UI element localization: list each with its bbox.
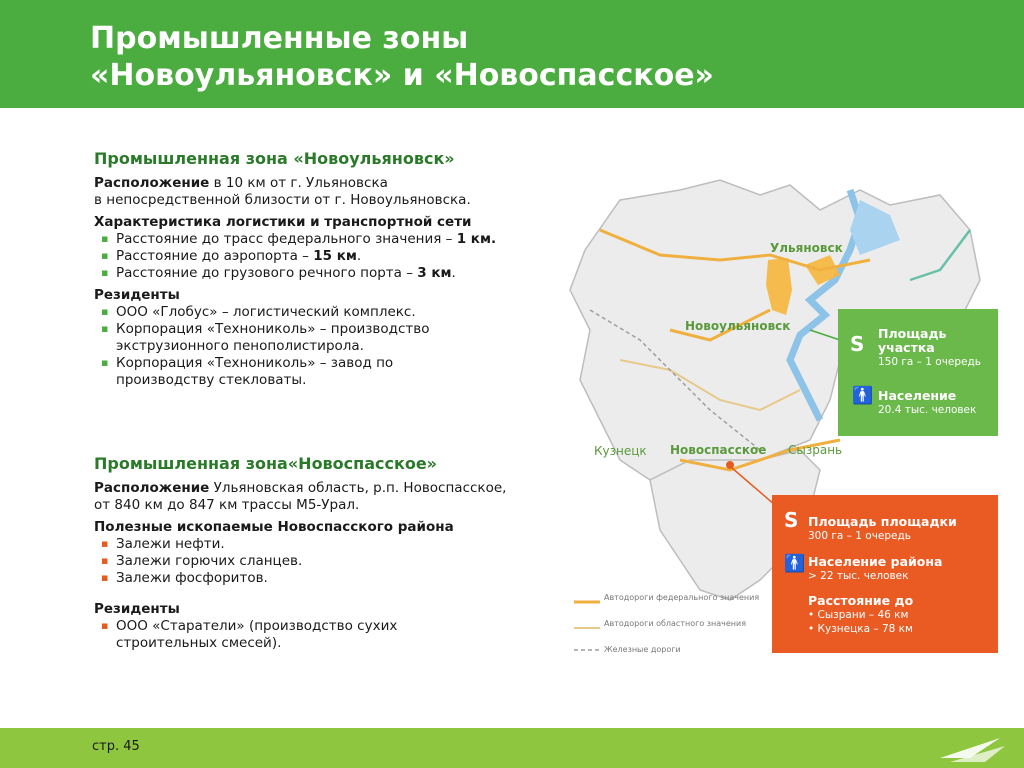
- page-title: [90, 20, 714, 94]
- logo-icon: [930, 734, 1010, 764]
- distance-label: Расстояние до: [808, 593, 914, 608]
- legend-rail: Железные дороги: [604, 645, 681, 654]
- map-label-novoulyanovsk: Новоульяновск: [685, 319, 791, 333]
- population-info: [878, 389, 976, 417]
- zone1-logistics-list: [94, 231, 614, 282]
- area-icon: S: [850, 332, 865, 356]
- zone2-minerals-title: Полезные ископаемые Новоспасского района: [94, 519, 454, 535]
- area-label: Площадь площадки: [808, 514, 957, 529]
- list-item: ▪ Корпорация «Технониколь» – завод по производству стекловаты.: [116, 355, 456, 389]
- area-info: [808, 515, 957, 543]
- logistics-value: 1 км.: [456, 231, 497, 247]
- list-item: [116, 231, 614, 248]
- zone1-residents-list: [94, 304, 456, 389]
- area-value: 150 га – 1 очередь: [878, 356, 981, 368]
- zone1-title: Промышленная зона «Новоульяновск»: [94, 149, 455, 168]
- list-item: ▪ ООО «Глобус» – логистический комплекс.: [116, 304, 456, 321]
- area-label: Площадь участка: [878, 326, 947, 355]
- novoulyanovsk-info-box: [838, 309, 998, 436]
- map-label-kuznetsk: Кузнецк: [594, 444, 647, 458]
- list-item: [116, 248, 614, 265]
- logistics-text: Расстояние до трасс федерального значения –: [116, 231, 457, 247]
- population-value: 20.4 тыс. человек: [878, 404, 977, 416]
- zone1-location-label: Расположение: [94, 175, 210, 191]
- footer-bar: [0, 728, 1024, 768]
- distance-info: [808, 594, 913, 636]
- population-label: Население: [878, 388, 957, 403]
- zone2-location-text: Ульяновская область, р.п. Новоспасское,: [209, 480, 507, 496]
- zone1-location: [94, 175, 614, 209]
- zone2-residents-list: [94, 618, 426, 652]
- distance-item: • Кузнецка – 78 км: [808, 623, 913, 635]
- zone2-location-label: Расположение: [94, 480, 210, 496]
- zone1-logistics-title: Характеристика логистики и транспортной сети: [94, 214, 472, 230]
- map-label-ulyanovsk: Ульяновск: [770, 241, 843, 255]
- legend-regional: Автодороги областного значения: [604, 619, 747, 628]
- list-item: ▪ Залежи нефти.: [116, 536, 614, 553]
- list-item: [116, 265, 614, 282]
- map-label-novospasskoe: Новоспасское: [670, 443, 767, 457]
- population-label: Население района: [808, 554, 943, 569]
- logistics-text: Расстояние до аэропорта –: [116, 248, 314, 264]
- title-line-1: Промышленные зоны: [90, 21, 469, 56]
- zone2-title: Промышленная зона«Новоспасское»: [94, 454, 438, 473]
- area-info: [878, 327, 981, 369]
- list-item: ▪ ООО «Старатели» (производство сухих строительных смесей).: [116, 618, 426, 652]
- logistics-text: Расстояние до грузового речного порта –: [116, 265, 418, 281]
- logistics-value: 15 км: [313, 248, 357, 264]
- person-icon: 🚹: [852, 386, 874, 406]
- population-info: [808, 555, 942, 583]
- zone1-residents-title: Резиденты: [94, 287, 180, 303]
- map-legend: [574, 593, 759, 654]
- logistics-post: .: [451, 265, 456, 281]
- distance-item: • Сызрани – 46 км: [808, 609, 909, 621]
- title-line-2: «Новоульяновск» и «Новоспасское»: [90, 58, 714, 93]
- map-label-syzran: Сызрань: [788, 443, 843, 457]
- zone2-location: [94, 480, 614, 514]
- zone1-location-text: в 10 км от г. Ульяновска: [209, 175, 388, 191]
- zone2-section: [94, 455, 614, 652]
- list-item: ▪ Залежи горючих сланцев.: [116, 553, 614, 570]
- legend-federal: Автодороги федерального значения: [604, 593, 760, 602]
- list-item: ▪ Залежи фосфоритов.: [116, 570, 614, 587]
- logistics-value: 3 км: [417, 265, 452, 281]
- list-item: ▪ Корпорация «Технониколь» – производство экструзионного пенополистирола.: [116, 321, 456, 355]
- zone1-section: [94, 150, 614, 389]
- area-icon: S: [784, 508, 799, 532]
- header-bar: [0, 0, 1024, 108]
- zone2-minerals-list: [94, 536, 614, 587]
- novospasskoe-info-box: [772, 495, 998, 653]
- person-icon: 🚹: [784, 554, 806, 574]
- zone2-residents-title: Резиденты: [94, 601, 180, 617]
- zone2-location-text2: от 840 км до 847 км трассы М5-Урал.: [94, 497, 360, 513]
- zone1-location-text2: в непосредственной близости от г. Новоульяновска.: [94, 192, 471, 208]
- logistics-post: .: [356, 248, 362, 264]
- area-value: 300 га – 1 очередь: [808, 530, 911, 542]
- page-number: стр. 45: [92, 739, 140, 754]
- population-value: > 22 тыс. человек: [808, 570, 909, 582]
